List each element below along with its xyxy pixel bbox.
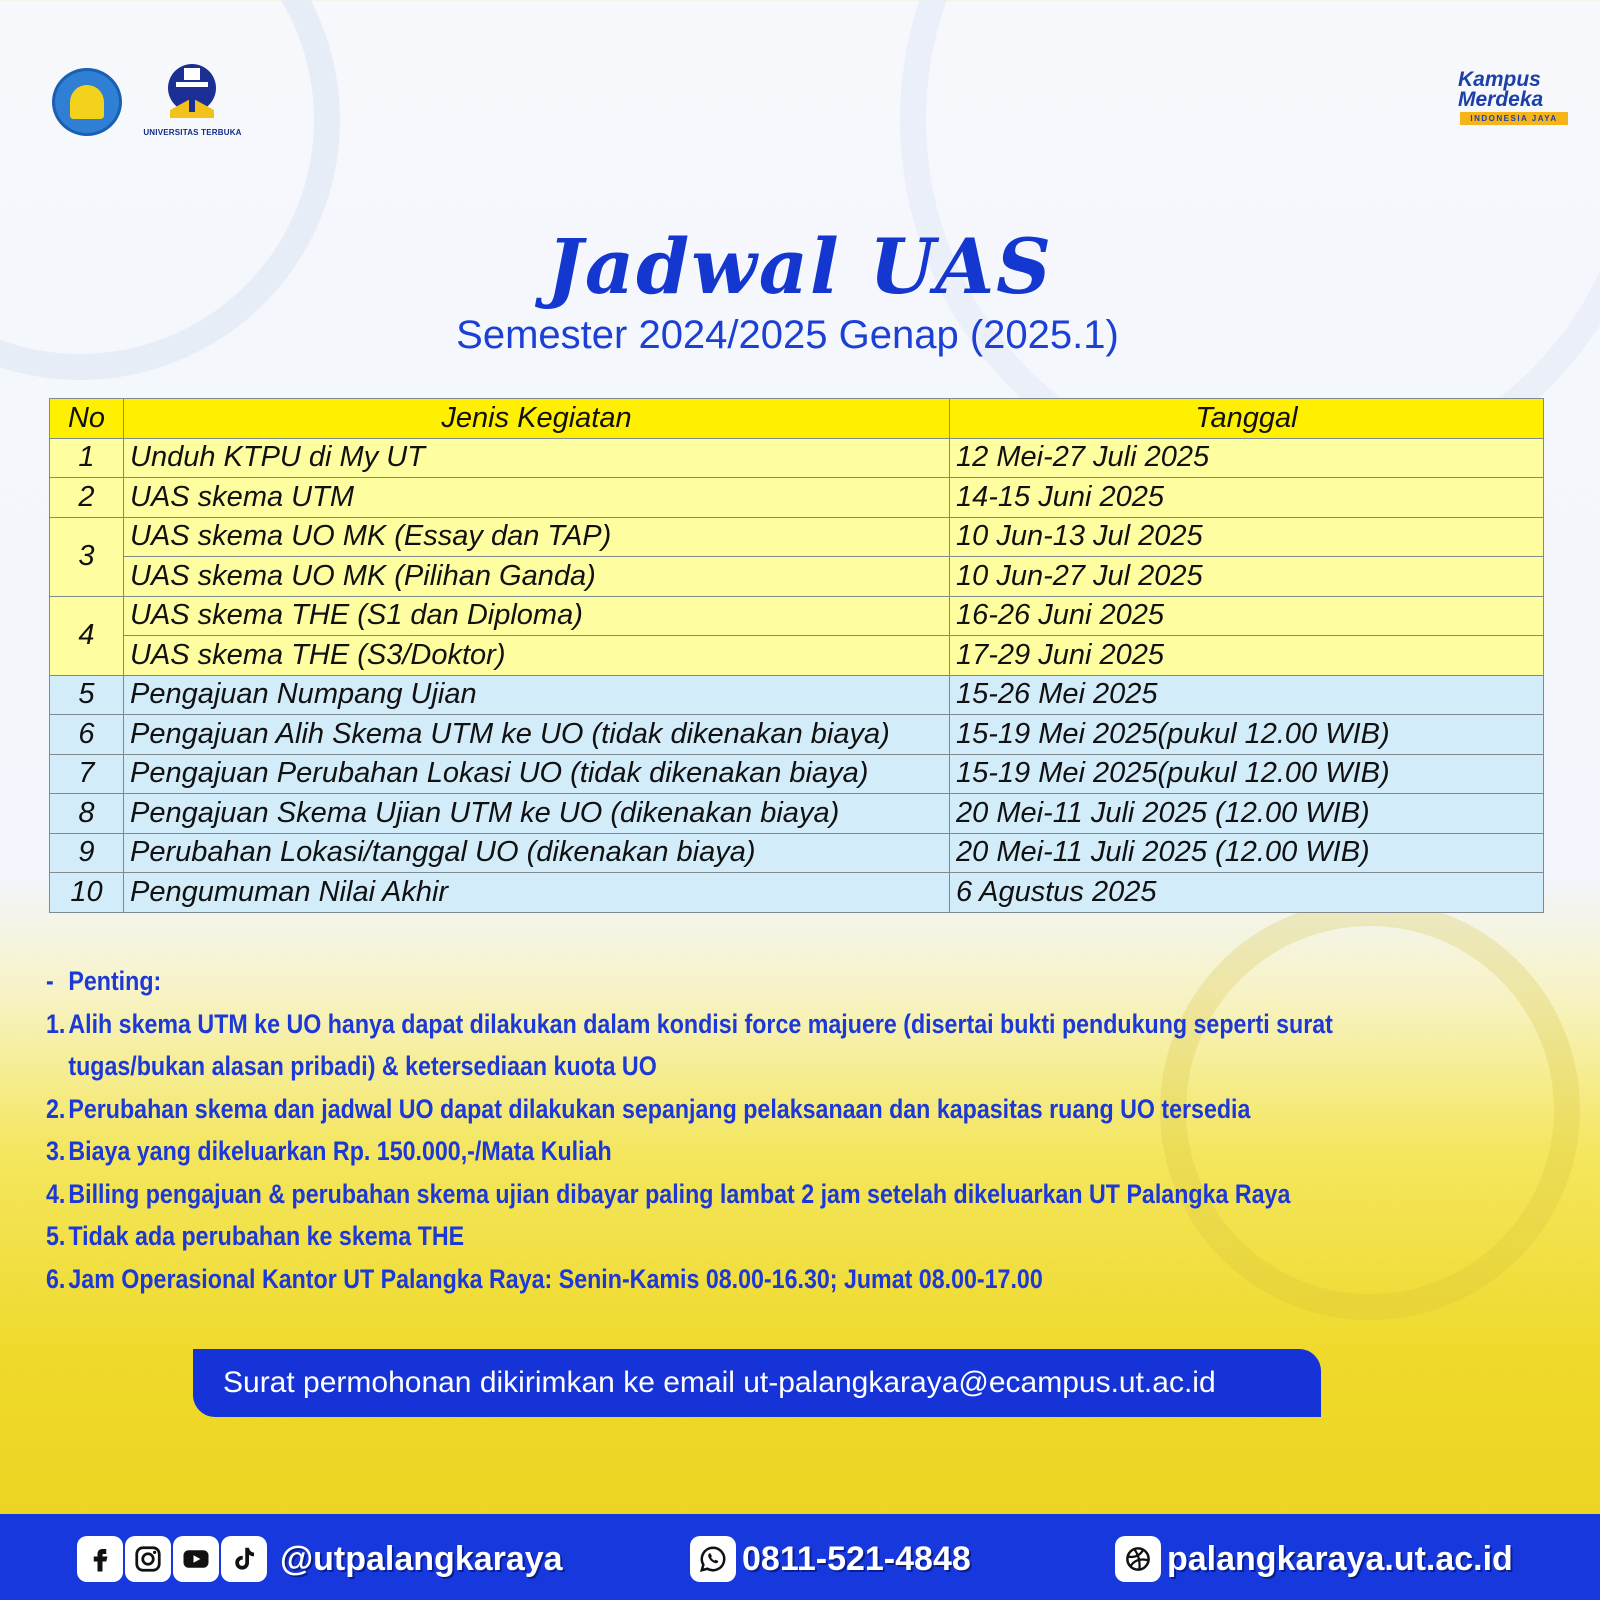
note-text: Tidak ada perubahan ke skema THE xyxy=(68,1221,465,1251)
row-kegiatan: UAS skema THE (S3/Doktor) xyxy=(124,636,950,676)
kampus-merdeka-logo-line1: Kampus xyxy=(1458,68,1541,91)
whatsapp-icon[interactable] xyxy=(690,1536,736,1582)
row-number: 9 xyxy=(50,833,124,873)
note-item xyxy=(46,1130,1353,1173)
note-text: Billing pengajuan & perubahan skema ujian dibayar paling lambat 2 jam setelah dikeluarkan UT Palangka Raya xyxy=(68,1178,1291,1209)
table-row xyxy=(50,636,1544,676)
row-kegiatan: Pengajuan Perubahan Lokasi UO (tidak dikenakan biaya) xyxy=(124,754,950,794)
row-kegiatan: Pengumuman Nilai Akhir xyxy=(124,873,950,913)
row-tanggal: 6 Agustus 2025 xyxy=(950,873,1544,913)
note-number: 2. xyxy=(46,1093,66,1124)
note-text: Biaya yang dikeluarkan Rp. 150.000,-/Mata Kuliah xyxy=(68,1136,612,1166)
table-row xyxy=(50,557,1544,597)
table-row xyxy=(50,754,1544,794)
footer-bar xyxy=(0,1514,1600,1600)
note-item xyxy=(46,1258,1353,1301)
phone-number[interactable]: 0811-521-4848 xyxy=(742,1540,971,1578)
row-kegiatan: UAS skema UO MK (Essay dan TAP) xyxy=(124,517,950,557)
row-tanggal: 15-19 Mei 2025(pukul 12.00 WIB) xyxy=(950,715,1544,755)
column-header-no: No xyxy=(50,399,124,439)
table-row xyxy=(50,794,1544,834)
row-tanggal: 20 Mei-11 Juli 2025 (12.00 WIB) xyxy=(950,794,1544,834)
row-tanggal: 10 Jun-27 Jul 2025 xyxy=(950,557,1544,597)
globe-icon[interactable] xyxy=(1115,1536,1161,1582)
page-title: Jadwal UAS xyxy=(546,222,1054,311)
note-item xyxy=(46,1003,1353,1088)
note-text: Jam Operasional Kantor UT Palangka Raya: Senin-Kamis 08.00-16.30; Jumat 08.00-17.00 xyxy=(68,1263,1043,1294)
row-tanggal: 17-29 Juni 2025 xyxy=(950,636,1544,676)
row-tanggal: 14-15 Juni 2025 xyxy=(950,478,1544,518)
note-item xyxy=(46,1088,1353,1131)
note-item xyxy=(46,1215,1353,1258)
table-row xyxy=(50,517,1544,557)
row-kegiatan: UAS skema UO MK (Pilihan Ganda) xyxy=(124,557,950,597)
social-handle[interactable]: @utpalangkaraya xyxy=(280,1540,563,1578)
table-row xyxy=(50,438,1544,478)
row-tanggal: 20 Mei-11 Juli 2025 (12.00 WIB) xyxy=(950,833,1544,873)
note-item xyxy=(46,1173,1353,1216)
row-kegiatan: Pengajuan Numpang Ujian xyxy=(124,675,950,715)
row-tanggal: 15-19 Mei 2025(pukul 12.00 WIB) xyxy=(950,754,1544,794)
row-number: 6 xyxy=(50,715,124,755)
note-text: Perubahan skema dan jadwal UO dapat dilakukan sepanjang pelaksanaan dan kapasitas ruang UO tersedia xyxy=(68,1093,1251,1124)
email-info-banner: Surat permohonan dikirimkan ke email ut-palangkaraya@ecampus.ut.ac.id xyxy=(193,1349,1321,1417)
column-header-kegiatan: Jenis Kegiatan xyxy=(124,399,950,439)
row-number: 3 xyxy=(50,517,124,596)
schedule-table xyxy=(49,398,1543,913)
important-notes xyxy=(46,960,1353,1300)
row-number: 7 xyxy=(50,754,124,794)
notes-heading xyxy=(46,960,1353,1003)
kampus-merdeka-logo-band: INDONESIA JAYA xyxy=(1460,112,1568,125)
table-row xyxy=(50,596,1544,636)
row-kegiatan: UAS skema THE (S1 dan Diploma) xyxy=(124,596,950,636)
instagram-icon[interactable] xyxy=(125,1536,171,1582)
row-number: 10 xyxy=(50,873,124,913)
facebook-icon[interactable] xyxy=(77,1536,123,1582)
tiktok-icon[interactable] xyxy=(221,1536,267,1582)
row-tanggal: 12 Mei-27 Juli 2025 xyxy=(950,438,1544,478)
website-url[interactable]: palangkaraya.ut.ac.id xyxy=(1167,1540,1513,1578)
table-row xyxy=(50,675,1544,715)
table-row xyxy=(50,833,1544,873)
table-row xyxy=(50,873,1544,913)
table-row xyxy=(50,715,1544,755)
tut-wuri-emblem-icon xyxy=(70,85,104,119)
notes-bullet: - xyxy=(46,966,54,996)
note-text: Alih skema UTM ke UO hanya dapat dilakukan dalam kondisi force majuere (disertai bukti pendukung seperti surat tugas/bukan alasan pribadi) & ketersediaan kuota UO xyxy=(68,1008,1333,1081)
row-kegiatan: Pengajuan Skema Ujian UTM ke UO (dikenakan biaya) xyxy=(124,794,950,834)
row-kegiatan: Pengajuan Alih Skema UTM ke UO (tidak dikenakan biaya) xyxy=(124,715,950,755)
note-number: 1. xyxy=(46,1008,66,1039)
column-header-tanggal: Tanggal xyxy=(950,399,1544,439)
row-number: 8 xyxy=(50,794,124,834)
note-number: 3. xyxy=(46,1136,66,1166)
row-number: 2 xyxy=(50,478,124,518)
note-number: 5. xyxy=(46,1221,66,1251)
row-tanggal: 10 Jun-13 Jul 2025 xyxy=(950,517,1544,557)
youtube-icon[interactable] xyxy=(173,1536,219,1582)
row-tanggal: 16-26 Juni 2025 xyxy=(950,596,1544,636)
row-kegiatan: Unduh KTPU di My UT xyxy=(124,438,950,478)
row-number: 4 xyxy=(50,596,124,675)
row-kegiatan: UAS skema UTM xyxy=(124,478,950,518)
note-number: 4. xyxy=(46,1178,66,1209)
row-kegiatan: Perubahan Lokasi/tanggal UO (dikenakan biaya) xyxy=(124,833,950,873)
kampus-merdeka-logo-line2: Merdeka xyxy=(1458,88,1544,111)
notes-heading-text: Penting: xyxy=(68,966,162,996)
row-number: 1 xyxy=(50,438,124,478)
page-subtitle: Semester 2024/2025 Genap (2025.1) xyxy=(456,313,1119,357)
row-tanggal: 15-26 Mei 2025 xyxy=(950,675,1544,715)
table-row xyxy=(50,478,1544,518)
row-number: 5 xyxy=(50,675,124,715)
note-number: 6. xyxy=(46,1263,66,1294)
tut-wuri-handayani-logo xyxy=(52,68,122,136)
table-header-row xyxy=(50,399,1544,439)
ut-logo-text: UNIVERSITAS TERBUKA xyxy=(143,128,242,137)
